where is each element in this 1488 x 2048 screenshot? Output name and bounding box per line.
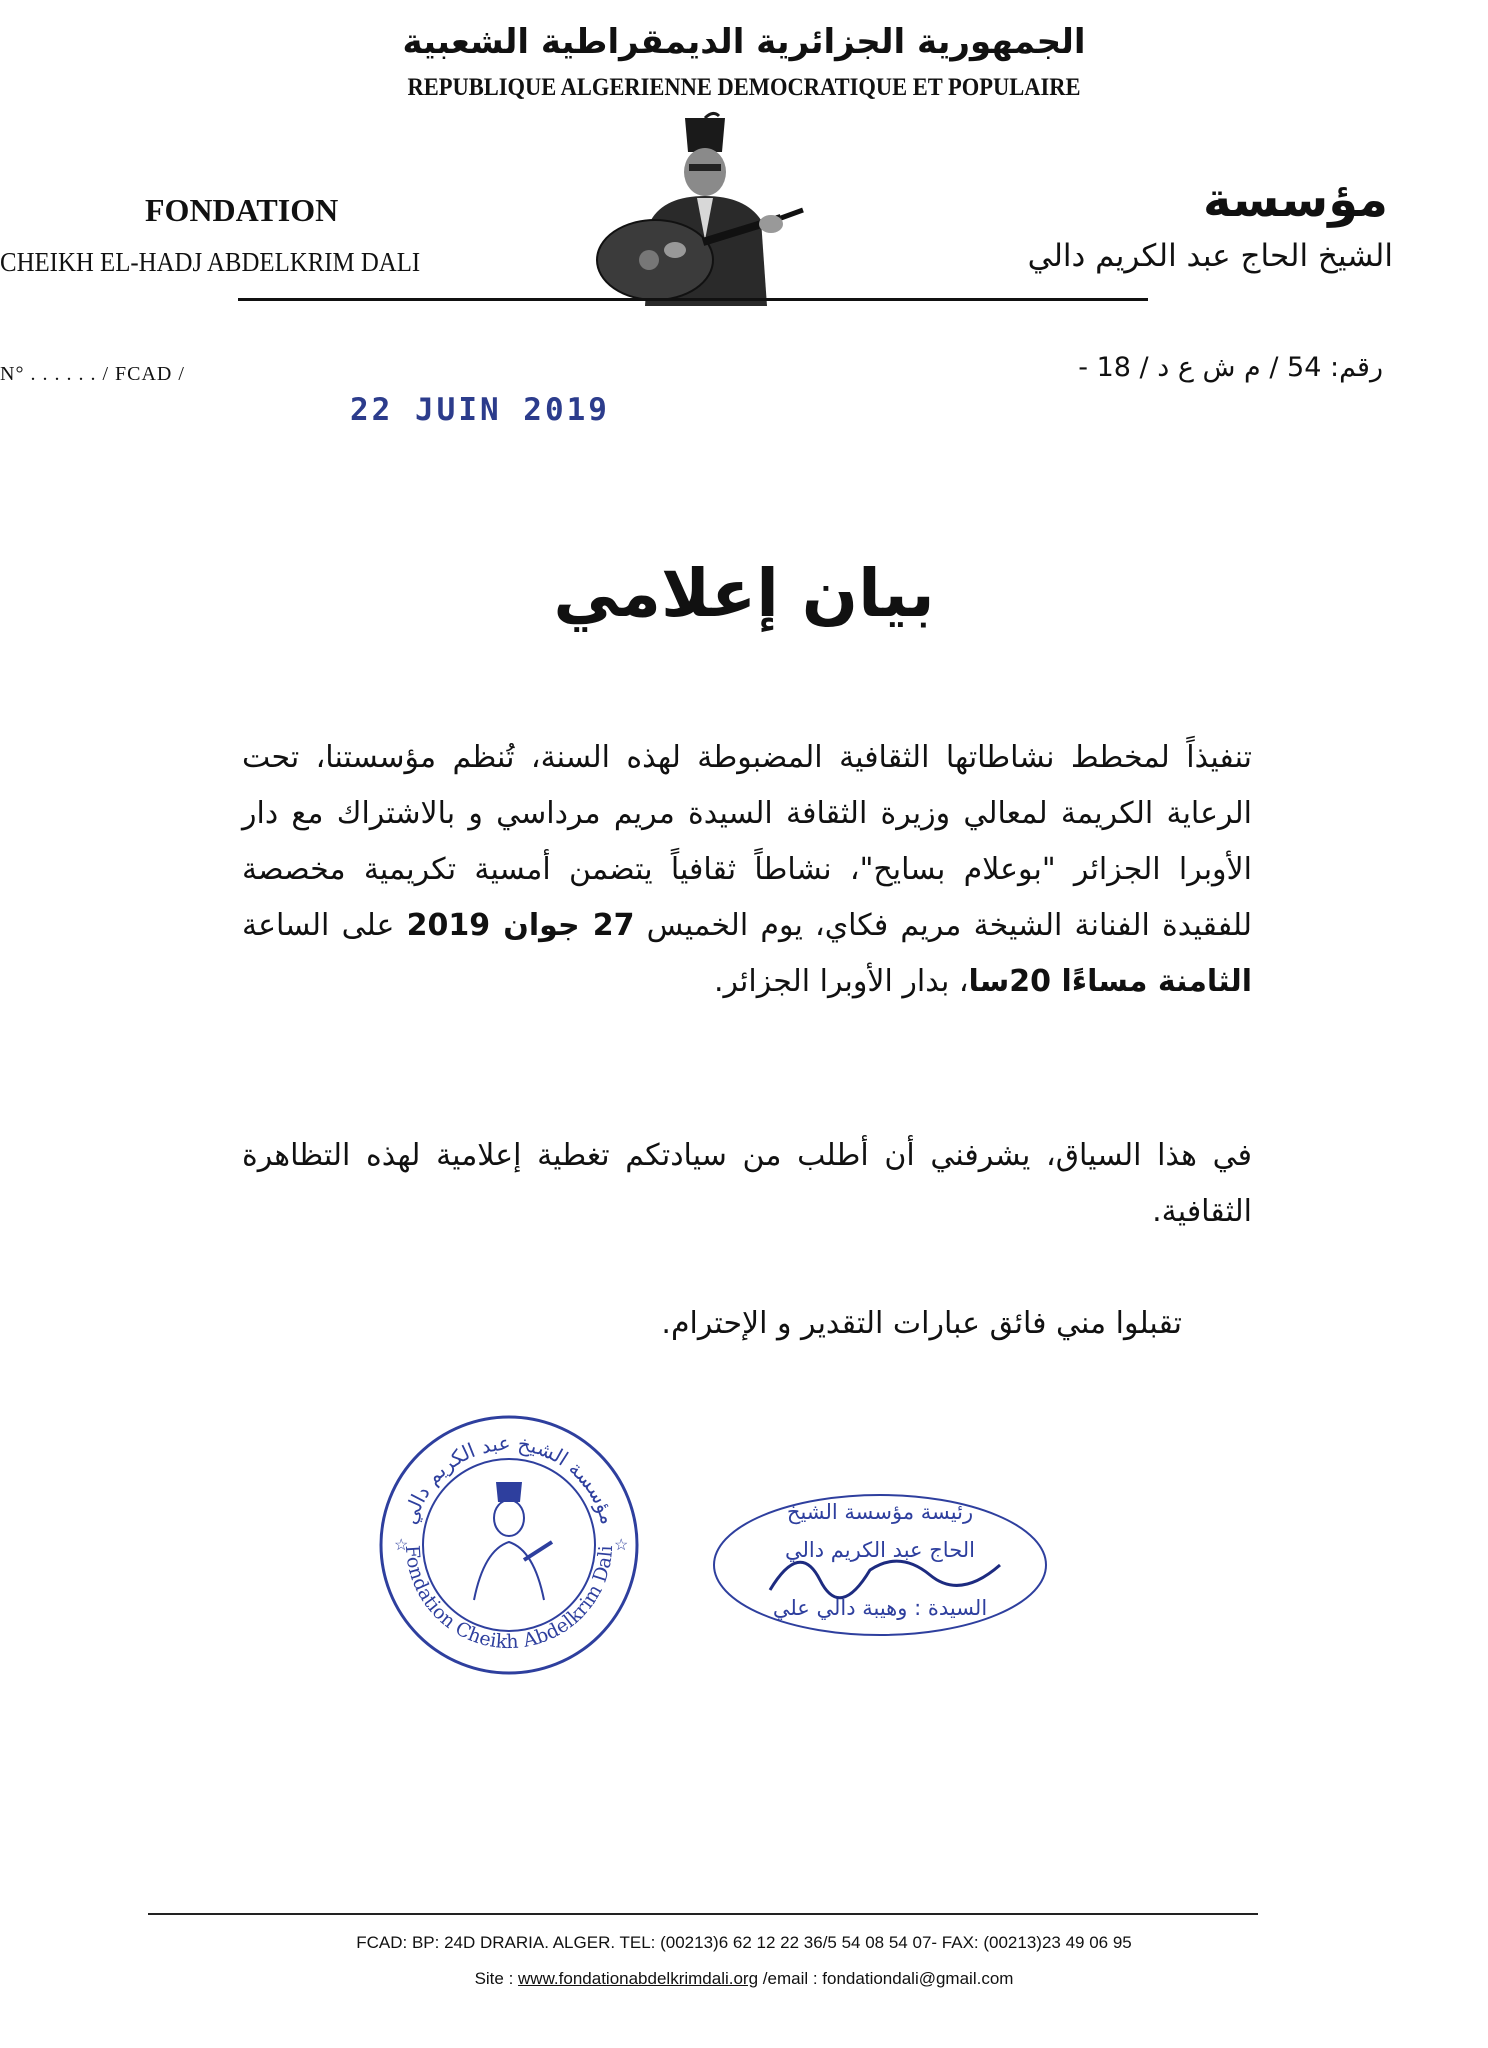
- signature-block: [710, 1480, 1050, 1650]
- svg-text:☆: ☆: [614, 1535, 629, 1554]
- document-title: بيان إعلامي: [553, 555, 935, 632]
- signature-title-line2: الحاج عبد الكريم دالي: [785, 1538, 975, 1562]
- reference-number-ar: رقم: 54 / م ش ع د / 18 -: [1078, 352, 1383, 383]
- svg-text:☆: ☆: [394, 1535, 409, 1554]
- svg-text:Fondation Cheikh Abdelkrim Dal: [401, 1545, 617, 1654]
- footer-contact-info: FCAD: BP: 24D DRARIA. ALGER. TEL: (00213)6 62 12 22 36/5 54 08 54 07- FAX: (00213)23 49 06 95: [356, 1933, 1132, 1952]
- closing-line: تقبلوا مني فائق عبارات التقدير و الإحترام.: [661, 1306, 1182, 1341]
- musician-portrait-image: [585, 110, 825, 306]
- french-country-header: REPUBLIQUE ALGERIENNE DEMOCRATIQUE ET POPULAIRE: [407, 74, 1081, 101]
- signature-title-line1: رئيسة مؤسسة الشيخ: [786, 1500, 974, 1524]
- reference-number-fr: N° . . . . . . / FCAD /: [0, 363, 185, 385]
- header-divider: [238, 298, 1148, 301]
- footer-web-email: [0, 1969, 1488, 1989]
- body-paragraph-2: في هذا السياق، يشرفني أن أطلب من سيادتكم تغطية إعلامية لهذه التظاهرة الثقافية.: [242, 1138, 1252, 1229]
- foundation-seal-stamp: [374, 1410, 644, 1680]
- para1-text-c: ، بدار الأوبرا الجزائر.: [713, 964, 969, 999]
- arabic-country-header: الجمهورية الجزائرية الديمقراطية الشعبية: [402, 22, 1086, 62]
- footer-divider: [148, 1913, 1258, 1915]
- foundation-title-ar: مؤسسة: [1203, 172, 1388, 228]
- date-stamp: 22 JUIN 2019: [350, 392, 610, 428]
- seal-text-ar: مؤسسة الشيخ عبد الكريم دالي: [397, 1430, 621, 1527]
- signatory-name: السيدة : وهيبة دالي علي: [772, 1596, 988, 1620]
- para1-text-a: تنفيذاً لمخطط نشاطاتها الثقافية المضبوطة لهذه السنة، تُنظم مؤسستنا، تحت الرعاية الكريمة لمعالي وزيرة الثقافة السيدة مريم مرداسي و بالاشتراك مع دار الأوبرا الجزائر "بوعلام بسايح"، نشاطاً ثقافياً يتضمن أمسية تكريمية مخصصة للفقيدة الفنانة الشيخة مريم فكاي، يوم الخميس: [242, 740, 1252, 943]
- website-link[interactable]: www.fondationabdelkrimdali.org: [518, 1969, 759, 1988]
- foundation-name-ar: الشيخ الحاج عبد الكريم دالي: [1027, 238, 1393, 274]
- event-date: 27 جوان 2019: [406, 908, 635, 943]
- foundation-name-fr: CHEIKH EL-HADJ ABDELKRIM DALI: [0, 247, 421, 277]
- site-label: Site :: [474, 1969, 519, 1988]
- handwritten-signature: [770, 1561, 1000, 1598]
- body-paragraph-1: [242, 730, 1252, 1010]
- event-time: الثامنة مساءًا 20سا: [968, 964, 1252, 999]
- email-text: /email : fondationdali@gmail.com: [758, 1969, 1014, 1988]
- foundation-title-fr: FONDATION: [145, 192, 339, 228]
- para1-text-b: على الساعة: [242, 908, 395, 943]
- seal-text-fr: Fondation Cheikh Abdelkrim Dali: [400, 1544, 618, 1654]
